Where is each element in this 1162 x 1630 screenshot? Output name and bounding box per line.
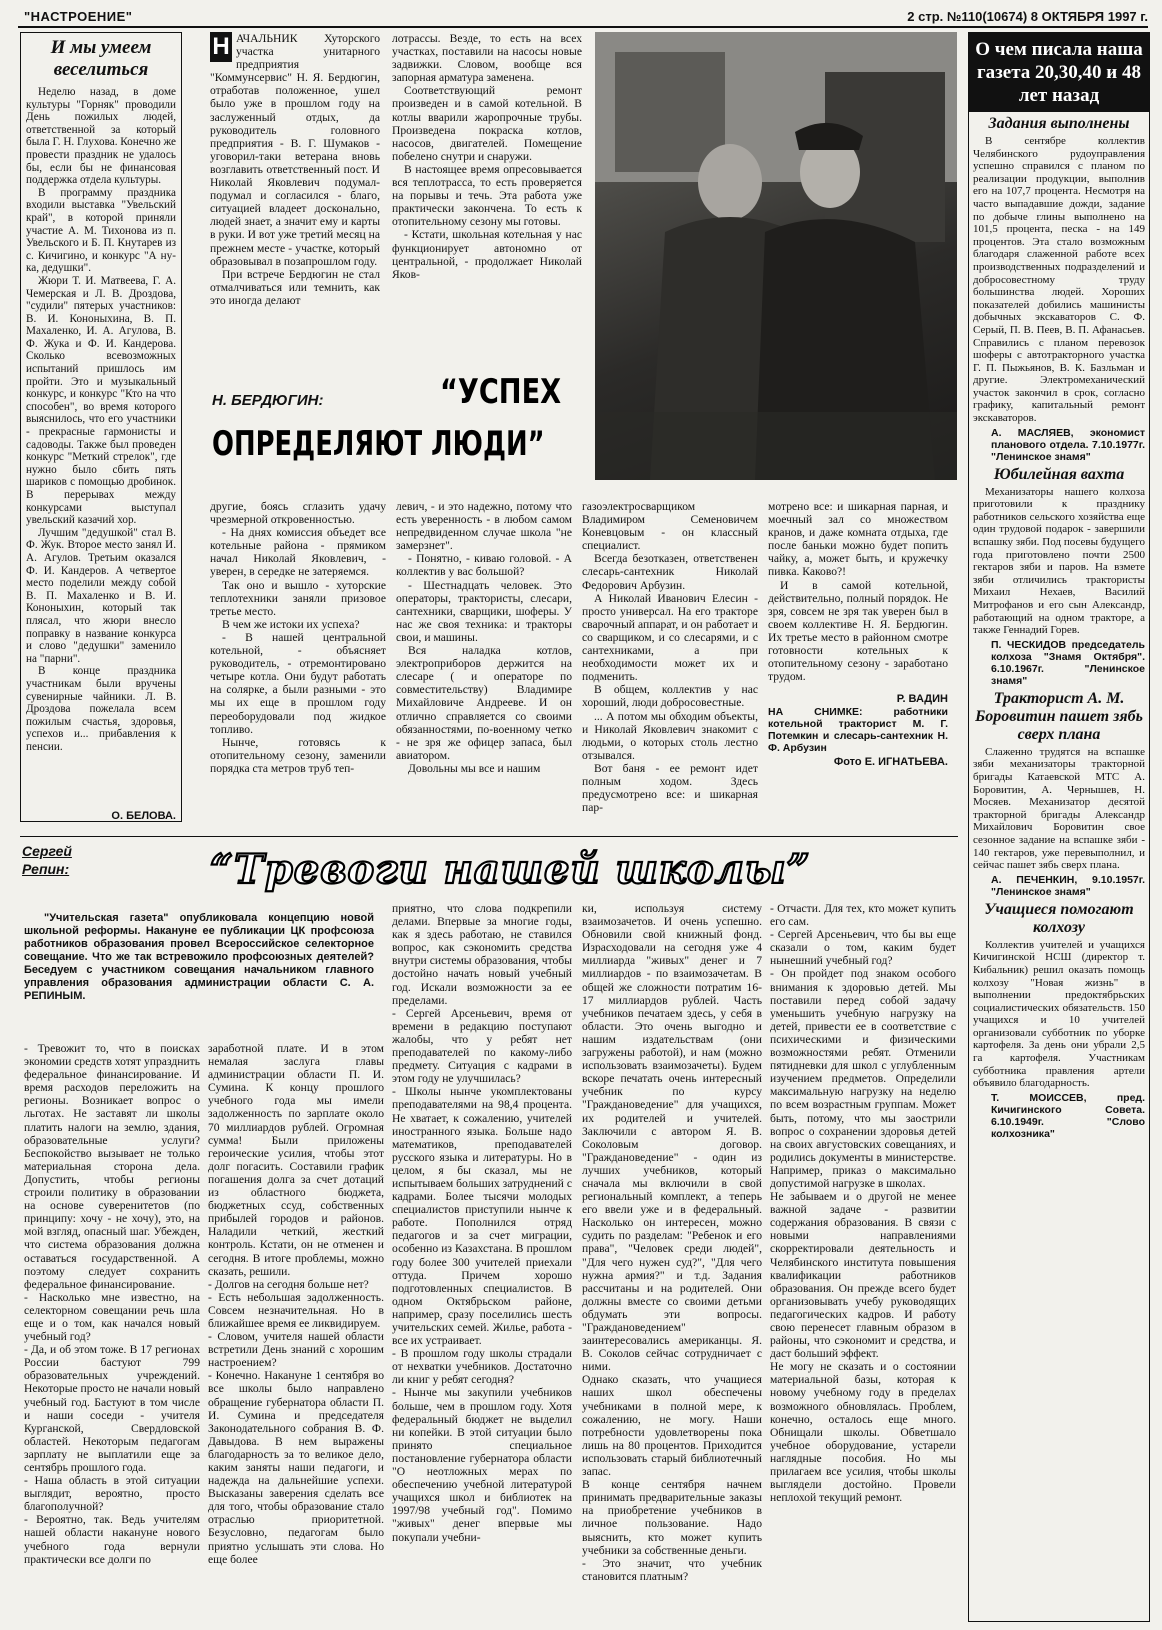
paragraph: А Николай Иванович Елесин - просто универсал. На его тракторе сварочный аппарат, и он работает и со сварщиком, и со слесарями, и с сантехниками, а при необходимости может их и подменить.: [582, 591, 758, 684]
school-col-3: приятно, что слова подкрепили делами. Впервые за многие годы, как я здесь работаю, не ставился вопрос, как сэкономить средства внутри системы образования, чтобы достойно начать новый учебный год. Искали возможности за ее пределами. - Сергей Арсеньевич, время от времени в редакцию поступают жалобы, что у ребят нет преподавателей по какому-либо предмету. Ситуация с кадрами в этом году не улучшилась? - Школы нынче укомплектованы преподавателями на 98,4 процента. Не хватает, к сожалению, учителей иностранного языка. Больше надо математиков, преподавателей русского языка и литературы. Но в целом, я бы сказал, мы не испытываем больших затруднений с кадрами. Более тысячи молодых специалистов приступили нынче к работе. Пополнился отряд педагогов и за счет миграции, особенно из Казахстана. В прошлом году более 300 учителей приехали оттуда. Причем хорошо подготовленных специалистов. В одном Октябрьском районе, например, сразу поселились шесть учительских семей. Жилье, работа - все их устраивает. - В прошлом году школы страдали от нехватки учебников. Достаточно ли книг у ребят сегодня? - Нынче мы закупили учебников больше, чем в прошлом году. Хотя федеральный бюджет не выделил ни копейки. В этой ситуации было принято специальное постановление губернатора области "О неотложных мерах по обеспечению учебной литературой учащихся школ и библиотек на 1997/98 учебный год". Помимо "живых" денег впервые мы покупали учебни-: [392, 902, 572, 1544]
paragraph: - На днях комиссия объедет все котельные района - прямиком начал Николай Яковлевич, - уверен, в середке не затеряемся.: [210, 526, 386, 579]
main-lower-col-2: [396, 500, 572, 828]
paragraph: Лучшим "дедушкой" стал В. Ф. Жук. Второе место занял И. А. Агулов. Третьим оказался Ф. И. Кандеров. А четвертое место поделили между собой В. П. Махаленко и В. И. Кононыхин, который так плясал, что жюри внесло поправку в название конкурса и слово "дедушки" заменило на "парни".: [26, 526, 176, 665]
paragraph: В настоящее время опресовывается вся теплотрасса, то есть проверяется на порывы и течь. Эта работа уже практически закончена. То есть к отопительному сезону мы готовы.: [392, 162, 582, 229]
section-name: "НАСТРОЕНИЕ": [24, 9, 133, 24]
main-col-2: [392, 32, 582, 350]
paragraph: Вся наладка котлов, электроприборов держится на слесаре ( и операторе по совместительству) Владимире Михайловиче Андрееве. И он отлично справляется со своими обязанностями, по-военному четко - не зря же офицер запаса, был авиатором.: [396, 644, 572, 762]
paragraph: В конце праздника участникам были вручены сувенирные чайники. Л. В. Дроздова пожелала всем пожилым счастья, здоровья, успехов и... прибавления к пенсии.: [26, 665, 176, 753]
paragraph: Всегда безотказен, ответственен слесарь-сантехник Николай Федорович Арбузин.: [582, 552, 758, 592]
paragraph: газоэлектросварщиком Владимиром Семеновичем Коневцовым - он классный специалист.: [582, 500, 758, 553]
paragraph: И в самой котельной, действительно, полный порядок. Не зря, совсем не зря так уверен был в своем коллективе Н. Я. Бердюгин. Их третье место в районном смотре готовности котельных к отопительному сезону - заработано трудом.: [768, 578, 948, 684]
dropcap: Н: [210, 32, 232, 62]
school-col-1: - Тревожит то, что в поисках экономии средств хотят упразднить федеральное финансирование. И время расходов переложить на регионы. Возникает вопрос о льготах. Не заставят ли школы платить налоги на землю, здания, образовательные услуги? Беспокойство вызывает не только материальная сторона дела. Допустить, чтобы регионы строили политику в образовании на основе суверенитетов (по принципу: хочу - не хочу), это, на мой взгляд, опасный шаг. Убежден, что система образования должна оставаться государственной. А поэтому следует сохранить федеральное финансирование. - Насколько мне известно, на селекторном совещании речь шла еще и о том, как начался новый учебный год? - Да, и об этом тоже. В 17 регионах России бастуют 799 образовательных учреждений. Некоторые просто не начали новый учебный год. Бастуют в том числе и наши соседи - учителя Курганской, Свердловской областей. Некоторым педагогам зарплату не выплатили еще за сентябрь прошлого года. - Наша область в этой ситуации выглядит, вероятно, просто благополучной? - Вероятно, так. Ведь учителям нашей области накануне нового учебного года вернули практически все долги по: [24, 1042, 200, 1566]
sidebar-item-title: Юбилейная вахта: [993, 465, 1125, 483]
paragraph: В общем, коллектив у нас хороший, люди добросовестные.: [582, 683, 758, 710]
paragraph: мотрено все: и шикарная парная, и моечный зал со множеством кранов, и даже комната отдыха, где после баньки можно будет попить чайку, а, может быть, и кружечку пивка. Каково?!: [768, 500, 948, 579]
photo-illustration: [595, 32, 957, 480]
left-article-body: [26, 86, 176, 808]
school-title: “Тревоги нашей школы”: [210, 846, 811, 893]
main-kicker: Н. БЕРДЮГИН:: [212, 392, 324, 409]
sidebar-item-title: Тракторист А. М. Боровитин пашет зябь сверх плана: [975, 689, 1143, 743]
main-title-line-1: “УСПЕХ: [440, 372, 562, 412]
paragraph: Нынче, готовясь к отопительному сезону, заменили порядка ста метров труб теп-: [210, 735, 386, 775]
photo-caption: НА СНИМКЕ: работники котельной тракторист М. Г. Потемкин и слесарь-сантехник Н. Ф. Арбузин: [768, 706, 948, 755]
sidebar-item-signature: П. ЧЕСКИДОВ председатель колхоза "Знамя Октября". 6.10.1967г. "Ленинское знамя": [991, 638, 1145, 687]
paragraph: Соответствующий ремонт произведен и в самой котельной. В котлы вварили жаропрочные трубы. Произведена покраска котлов, насосов, двигателей. Помещение побелено снутри и снаружи.: [392, 84, 582, 163]
paragraph: левич, - и это надежно, потому что есть уверенность - в любом самом непредвиденном случае школа "не замерзнет".: [396, 500, 572, 553]
school-byline: Сергей Репин:: [22, 843, 72, 877]
paragraph: В программу праздника входили выставка "Увельский край", в которой приняли участие А. М. Тихонова из п. Увельского и Б. П. Кнутарев из с. Кичигино, и конкурс "А ну-ка, дедушки".: [26, 186, 176, 275]
page-header: [18, 6, 1148, 28]
paragraph: - Шестнадцать человек. Это операторы, трактористы, слесари, сантехники, сварщики, шоферы. У нас же своя техника: и тракторы свои, и машины.: [396, 578, 572, 644]
school-lead: "Учительская газета" опубликовала концепцию новой школьной реформы. Накануне ее публикации ЦК профсоюза работников образования провел Всероссийское селекторное совещание. Что же так встревожило профсоюзных деятелей? Беседуем с участником совещания начальником главного управления образования администрации области С. А. РЕПИНЫМ.: [24, 912, 374, 1002]
school-col-5: - Отчасти. Для тех, кто может купить его сам. - Сергей Арсеньевич, что бы вы еще сказали о том, каким будет нынешний учебный год? - Он пройдет под знаком особого внимания к здоровью детей. Мы поставили перед собой задачу уменьшить учебную нагрузку на детей, привести ее в соответствие с психическими и физическими возможностями ребят. Отменили пятидневки для школ с углубленным изучением предметов. Определили максимальную нагрузку на неделю по всем возрастным группам. Может быть, потому, что мы заострили вопрос о сохранении здоровья детей на своих августовских совещаниях, и родились документы в министерстве. Например, приказ о максимально допустимой нагрузке в школах. Не забываем и о другой не менее важной задаче - развитии содержания образования. В связи с новыми направлениями скорректировали деятельность и Челябинского института повышения квалификации работников образования. Он прежде всего будет организовывать учебу руководящих педагогических кадров. И работу свою перенесет главным образом в районы, что сэкономит и средства, и даст больший эффект. Не могу не сказать и о состоянии материальной базы, которая к новому учебному году в пределах возможного обновлялась. Проблем, конечно, осталось еще много. Обнищали школы. Обветшало учебное оборудование, устарели наглядные пособия. Но мы прилагаем все усилия, чтобы школы выглядели достойно. Провели неплохой текущий ремонт.: [770, 902, 956, 1505]
sidebar-item-text: Коллектив учителей и учащихся Кичигинской НСШ (директор т. Кибальник) решил оказать помощь колхозу "Новая жизнь" в выполнении предоктябрьских социалистических обязательств. 150 учащихся и 10 учителей организовали субботник по уборке картофеля. За день они убрали 2,5 га картофеля. Участникам субботника правления артели объявило благодарность.: [973, 938, 1145, 1090]
paragraph: Неделю назад, в доме культуры "Горняк" проводили День пожилых людей, ответственной за который была Г. Н. Глухова. Конечно же провести праздник не удалось бы, если бы не финансовая поддержка отдела культуры.: [26, 86, 176, 187]
sidebar-item-text: В сентябре коллектив Челябинского рудоуправления успешно справился с планом по реализации продукции, выполнив его на 107,7 процента. Несмотря на часто выпадавшие дожди, задание по добыче глины выполнено на 101,5 процента, песка - на 149 процентов. Эта стало возможным благодаря слаженной работе всех производственных подразделений и добросовестному труду большинства людей. Хороших показателей добились машинисты добычных экскаваторов С. Ф. Серый, П. В. Пеев, В. П. Афанасьев. Справились с планом перевозок шоферы с автотракторного участка Г. П. Пыжьянов, В. К. Базльман и другие. Электромеханический участок закончил в срок, согласно графику, капитальный ремонт экскаваторов.: [973, 135, 1145, 425]
photo-credit: Фото Е. ИГНАТЬЕВА.: [833, 756, 948, 769]
paragraph: Жюри Т. И. Матвеева, Г. А. Чемерская и Л. В. Дроздова, "судили" пятерых участников: В. И. Кононыхина, В. П. Махаленко, И. А. Агулова, В. Ф. Жука и Ф. И. Кандерова. Сколько всевозможных испытаний пришлось им пройти. Это и музыкальный конкурс, и конкурс "Кто на что способен", во время которого выяснилось, что его участники - прекрасные гармонисты и садоводы. Также был проведен конкурс "Меткий стрелок", где нужно было сбить пять шариков с помощью дробинок. В перерывах между конкурсами выступал увельский казачий хор.: [26, 274, 176, 527]
header-rule: [18, 26, 1148, 28]
sidebar-item-text: Слаженно трудятся на вспашке зяби механизаторы тракторной бригады Катаевской МТС А. Боровитин, А. Чернышев, Н. Мосяев. Механизатор десятой тракторной бригады Александр Михайлович Боровитин свое сезонное задание на вспашке зяби - 140 гектаров, уже перевыполнил, и сейчас пашет зябь сверх плана.: [973, 745, 1145, 872]
section-divider: [20, 836, 958, 837]
paragraph: В чем же истоки их успеха?: [222, 617, 360, 631]
main-title-line-2: ОПРЕДЕЛЯЮТ ЛЮДИ”: [212, 424, 545, 464]
main-lower-col-4: [768, 500, 948, 828]
sidebar-item-title: Учащиеся помогают колхозу: [984, 900, 1134, 936]
school-title-banner: [210, 846, 930, 894]
left-article: [20, 32, 182, 822]
paragraph: - Кстати, школьная котельная у нас функционирует автономно от центральной, - продолжает Николай Яков-: [392, 228, 582, 281]
paragraph: Довольны мы все и нашим: [408, 761, 541, 775]
paragraph: Вот баня - ее ремонт идет полным ходом. Здесь предусмотрено все: и шикарная пар-: [582, 761, 758, 815]
sidebar-item-text: Механизаторы нашего колхоза приготовили к празднику работников сельского хозяйства еще один трудовой подарок - завершили вспашку зяби. Под посевы будущего года приготовлено почти 2500 гектаров зяби и паров. На взмете зяби отличились трактористы Михаил Нехаев, Василий Митрофанов и его сын Александр, работающий на одном тракторе, а также Геннадий Горев.: [973, 485, 1145, 637]
sidebar-item-signature: А. МАСЛЯЕВ, экономист планового отдела. 7.10.1977г. "Ленинское знамя": [991, 426, 1145, 463]
sidebar-title: О чем писала наша газета 20,30,40 и 48 лет назад: [969, 33, 1149, 112]
sidebar-item-signature: А. ПЕЧЕНКИН, 9.10.1957г. "Ленинское знамя": [991, 873, 1145, 898]
main-signature: Р. ВАДИН: [896, 693, 948, 706]
paragraph: Так оно и вышло - хуторские теплотехники заняли призовое третье место.: [210, 578, 386, 618]
left-article-title: И мы умеем веселиться: [50, 37, 152, 80]
issue-info: 2 стр. №110(10674) 8 ОКТЯБРЯ 1997 г.: [907, 9, 1148, 24]
sidebar-item-title: Задания выполнены: [988, 115, 1130, 132]
left-article-signature: О. БЕЛОВА.: [111, 810, 176, 822]
main-col-1: [210, 32, 380, 350]
paragraph: - В нашей центральной котельной, - объясняет руководитель, - отремонтировано четыре котла. Они будут работать на солярке, а были разными - это мы их еще в прошлом году переоборудовали под жидкое топливо.: [210, 630, 386, 736]
paragraph: другие, боясь сглазить удачу чрезмерной откровенностью.: [210, 500, 386, 527]
sidebar-item-signature: Т. МОИССЕВ, пред. Кичигинского Совета. 6.10.1949г. "Слово колхозника": [991, 1091, 1145, 1140]
paragraph: - Понятно, - киваю головой. - А коллектив у вас большой?: [396, 552, 572, 579]
workers-photo: [595, 32, 957, 480]
paragraph: лотрассы. Везде, то есть на всех участках, поставили на насосы новые задвижки. Словом, вообще вся запорная арматура заменена.: [392, 32, 582, 85]
paragraph: АЧАЛЬНИК Хуторского участка унитарного предприятия "Коммунсервис" Н. Я. Бердюгин, отработав положенное, ушел было уже в прошлом году на заслуженный отдых, да руководитель головного предприятия - В. Г. Шумаков - уговорил-таки ветерана вновь возглавить ответственный пост. И Николай Яковлевич подумал-подумал и согласился - благо, ситуацией владеет досконально, людей знает, а значит ему и карты в руки. И вот уже третий месяц на прежнем месте - участке, который образовывал в позапрошлом году.: [210, 32, 380, 268]
school-col-4: ки, используя систему взаимозачетов. И очень успешно. Обновили свой книжный фонд. Израсходовали на сегодня уже 4 миллиарда "живых" денег и 7 миллиардов - по взаимозачетам. В общей же сложности потратим 16-17 миллиардов рублей. Часть учебников печатаем здесь, у себя в области. Это очень выгодно и нашим издательствам (они загружены работой), и нам (можно использовать взаимозачеты). Будем вскоре печатать очень интересный учебник по курсу "Граждановедение" для учащихся, их родителей и учителей. Заключили с автором Я. В. Соколовым договор. "Граждановедение" - один из лучших учебников, который сначала мы включили в свой региональный комплект, а теперь его ввели уже и в федеральный. Насколько он интересен, можно судить по разделам: "Ребенок и его права", "Человек среди людей", "Для чего нужен суд?", "Для чего нужна армия?" и т.д. Задания рассчитаны и на родителей. Они должны вместе со своими детьми обдумать эти вопросы. "Граждановедением" заинтересовались американцы. Я. В. Соколов сейчас сотрудничает с ними. Однако сказать, что учащиеся наших школ обеспечены учебниками в полной мере, к сожалению, не могу. Наши потребности удовлетворены пока лишь на 80 процентов. Приходится использовать старый библиотечный запас. В конце сентября начнем принимать предварительные заказы на приобретение учебников в личное пользование. Надо выяснить, кто может купить учебники за собственные деньги. - Это значит, что учебник становится платным?: [582, 902, 762, 1583]
paragraph: ... А потом мы обходим объекты, и Николай Яковлевич знакомит с людьми, о которых столь лестно отзывался.: [582, 709, 758, 762]
history-sidebar: [968, 32, 1150, 1622]
main-lower-col-3: [582, 500, 758, 828]
paragraph: При встрече Бердюгин не стал отмалчиваться или темнить, как это иногда делают: [210, 267, 380, 307]
main-lower-col-1: [210, 500, 386, 828]
school-col-2: заработной плате. И в этом немалая заслуга главы администрации области П. И. Сумина. К концу прошлого учебного года мы имели задолженность по зарплате около 70 миллиардов рублей. Огромная сумма! Были приложены героические усилия, чтобы этот долг погасить. Составили график погашения долга за счет дотаций из областного бюджета, бюджетных ссуд, собственных прибылей городов и районов. Наладили четкий, жесткий контроль. Кстати, он не отменен и сегодня. В итоге проблемы, можно сказать, решили. - Долгов на сегодня больше нет? - Есть небольшая задолженность. Совсем незначительная. Но в ближайшее время ее ликвидируем. - Словом, учителя нашей области встретили День знаний с хорошим настроением? - Конечно. Накануне 1 сентября во все школы было направлено обращение губернатора области П. И. Сумина и председателя Законодательного собрания В. Ф. Давыдова. В нем выражены благодарность за то великое дело, каким заняты наши педагоги, и надежда на дальнейшие успехи. Высказаны заверения сделать все для того, чтобы образование стало отраслью приоритетной. Безусловно, педагогам было приятно услышать эти слова. Но еще более: [208, 1042, 384, 1566]
sidebar-body: [973, 112, 1145, 1602]
